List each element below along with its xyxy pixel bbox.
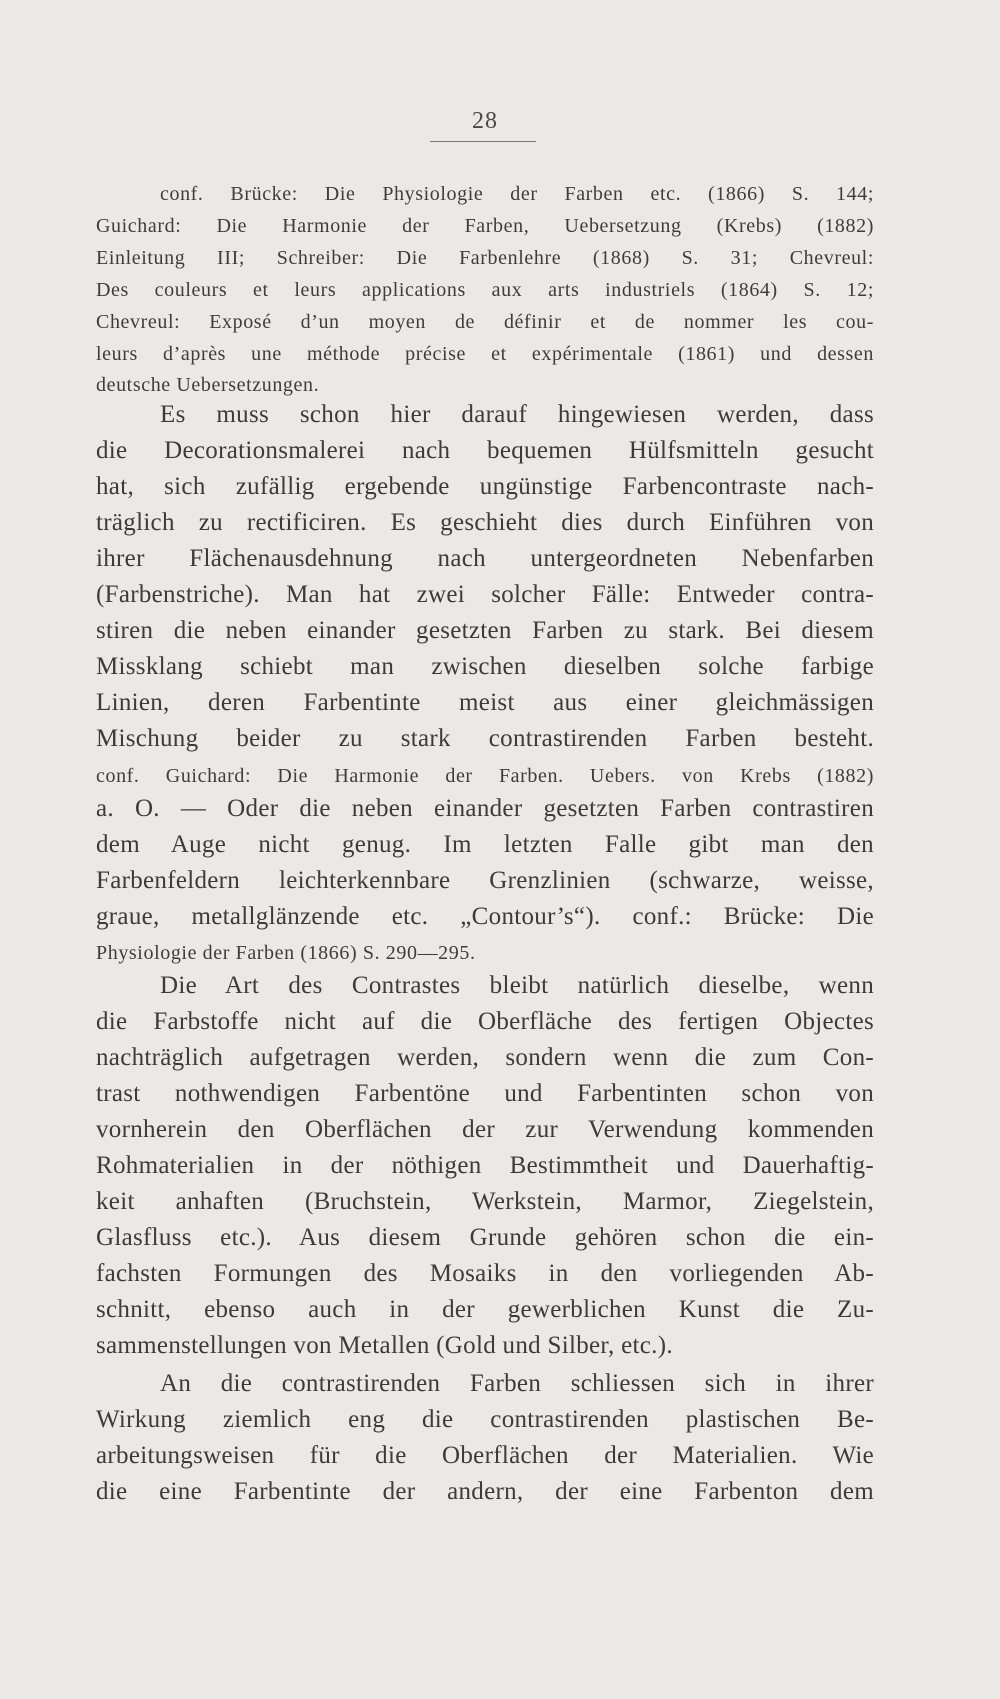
text-line: Farbenfeldern leichterkennbare Grenzlinien (schwarze, weisse,	[96, 867, 874, 894]
text-line: leurs d’après une méthode précise et expérimentale (1861) und dessen	[96, 343, 874, 365]
text-line: stiren die neben einander gesetzten Farben zu stark. Bei diesem	[96, 617, 874, 644]
text-line: trast nothwendigen Farbentöne und Farbentinten schon von	[96, 1080, 874, 1107]
text-line: nachträglich aufgetragen werden, sondern wenn die zum Con-	[96, 1044, 874, 1071]
text-line: An die contrastirenden Farben schliessen sich in ihrer	[160, 1370, 874, 1397]
text-line: die eine Farbentinte der andern, der eine Farbenton dem	[96, 1478, 874, 1505]
text-line: ihrer Flächenausdehnung nach untergeordneten Nebenfarben	[96, 545, 874, 572]
text-line: Einleitung III; Schreiber: Die Farbenlehre (1868) S. 31; Chevreul:	[96, 247, 874, 269]
text-line: fachsten Formungen des Mosaiks in den vorliegenden Ab-	[96, 1260, 874, 1287]
text-line: Chevreul: Exposé d’un moyen de définir et de nommer les cou-	[96, 311, 874, 333]
text-line: conf. Guichard: Die Harmonie der Farben. Uebers. von Krebs (1882)	[96, 765, 874, 787]
text-line: die Decorationsmalerei nach bequemen Hülfsmitteln gesucht	[96, 437, 874, 464]
text-line: träglich zu rectificiren. Es geschieht dies durch Einführen von	[96, 509, 874, 536]
text-line: deutsche Uebersetzungen.	[96, 374, 320, 396]
page-number: 28	[472, 108, 498, 134]
page-number-rule	[430, 141, 536, 142]
text-line: dem Auge nicht genug. Im letzten Falle gibt man den	[96, 831, 874, 858]
text-line: graue, metallglänzende etc. „Contour’s“). conf.: Brücke: Die	[96, 903, 874, 930]
text-line: arbeitungsweisen für die Oberflächen der Materialien. Wie	[96, 1442, 874, 1469]
text-line: Glasfluss etc.). Aus diesem Grunde gehören schon die ein-	[96, 1224, 874, 1251]
text-line: Linien, deren Farbentinte meist aus einer gleichmässigen	[96, 689, 874, 716]
text-line: Mischung beider zu stark contrastirenden Farben besteht.	[96, 725, 874, 752]
text-line: Guichard: Die Harmonie der Farben, Uebersetzung (Krebs) (1882)	[96, 215, 874, 237]
text-line: a. O. — Oder die neben einander gesetzten Farben contrastiren	[96, 795, 874, 822]
text-line: schnitt, ebenso auch in der gewerblichen Kunst die Zu-	[96, 1296, 874, 1323]
text-line: Wirkung ziemlich eng die contrastirenden plastischen Be-	[96, 1406, 874, 1433]
text-line: sammenstellungen von Metallen (Gold und Silber, etc.).	[96, 1332, 673, 1359]
text-line: Des couleurs et leurs applications aux arts industriels (1864) S. 12;	[96, 279, 874, 301]
text-line: vornherein den Oberflächen der zur Verwendung kommenden	[96, 1116, 874, 1143]
text-line: Die Art des Contrastes bleibt natürlich dieselbe, wenn	[160, 972, 874, 999]
text-line: hat, sich zufällig ergebende ungünstige Farbencontraste nach-	[96, 473, 874, 500]
text-line: Es muss schon hier darauf hingewiesen werden, dass	[160, 401, 874, 428]
text-line: die Farbstoffe nicht auf die Oberfläche des fertigen Objectes	[96, 1008, 874, 1035]
text-line: Rohmaterialien in der nöthigen Bestimmtheit und Dauerhaftig-	[96, 1152, 874, 1179]
text-line: Missklang schiebt man zwischen dieselben solche farbige	[96, 653, 874, 680]
text-line: (Farbenstriche). Man hat zwei solcher Fälle: Entweder contra-	[96, 581, 874, 608]
text-line: Physiologie der Farben (1866) S. 290—295.	[96, 942, 476, 964]
text-line: conf. Brücke: Die Physiologie der Farben etc. (1866) S. 144;	[160, 183, 874, 205]
text-line: keit anhaften (Bruchstein, Werkstein, Marmor, Ziegelstein,	[96, 1188, 874, 1215]
